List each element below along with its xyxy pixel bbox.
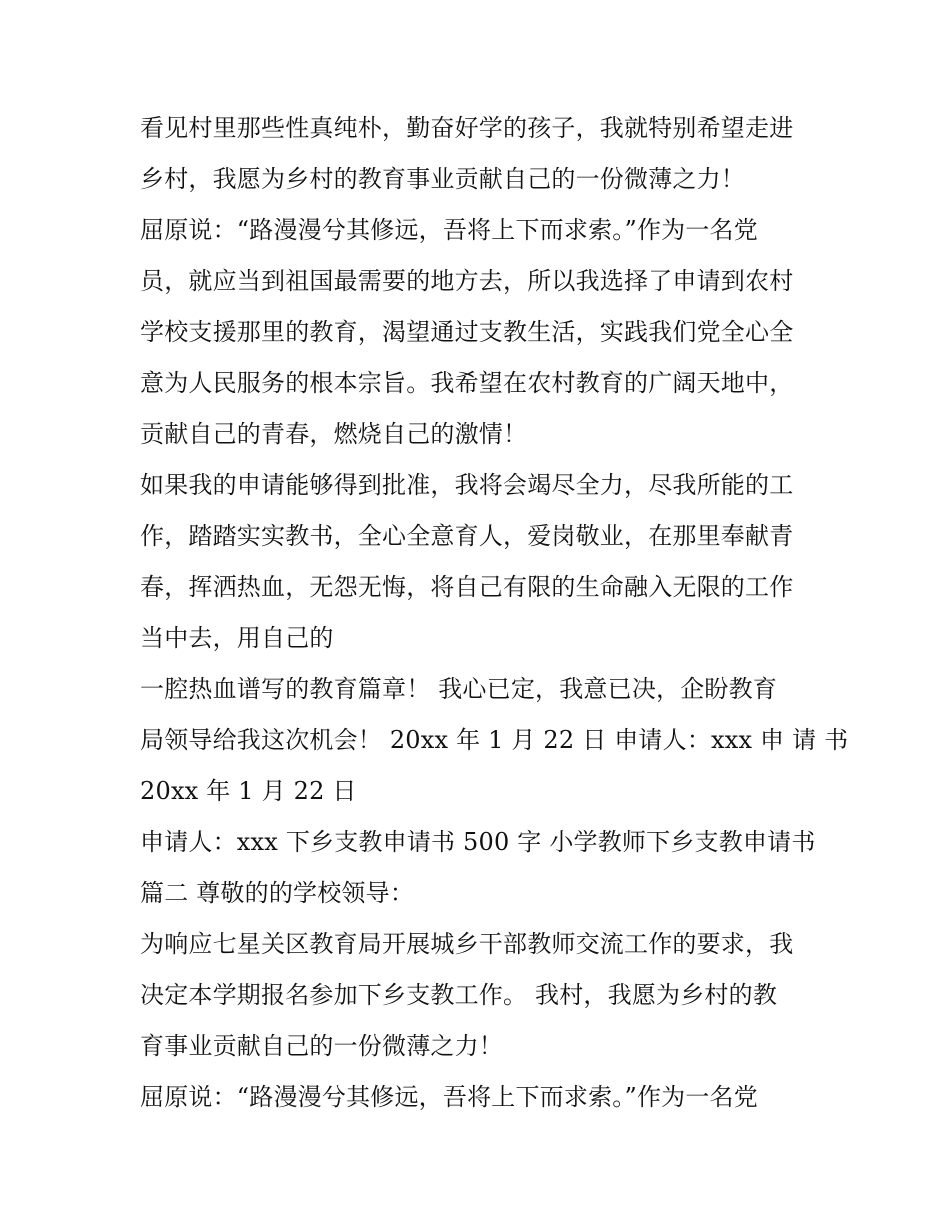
text-line: 决定本学期报名参加下乡支教工作。 我村，我愿为乡村的教 bbox=[140, 981, 778, 1009]
text-line: 作，踏踏实实教书，全心全意育人，爱岗敬业，在那里奉献青 bbox=[140, 522, 794, 550]
text-line: 20xx 年 1 月 22 日 bbox=[140, 777, 357, 805]
text-line: 学校支援那里的教育，渴望通过支教生活，实践我们党全心全 bbox=[140, 318, 794, 346]
text-line: 员，就应当到祖国最需要的地方去，所以我选择了申请到农村 bbox=[140, 267, 794, 295]
text-line: 局领导给我这次机会！ 20xx 年 1 月 22 日 申请人：xxx 申 请 书 bbox=[140, 726, 849, 754]
text-line: 乡村，我愿为乡村的教育事业贡献自己的一份微薄之力！ bbox=[140, 165, 745, 193]
document-body bbox=[140, 103, 849, 1123]
text-line: 春，挥洒热血，无怨无悔，将自己有限的生命融入无限的工作 bbox=[140, 573, 794, 601]
text-line: 贡献自己的青春，燃烧自己的激情！ bbox=[140, 420, 528, 448]
text-line: 为响应七星关区教育局开展城乡干部教师交流工作的要求，我 bbox=[140, 930, 794, 958]
text-line: 申请人：xxx 下乡支教申请书 500 字 小学教师下乡支教申请书 bbox=[140, 828, 816, 856]
text-line: 屈原说：“路漫漫兮其修远，吾将上下而求索。”作为一名党 bbox=[140, 216, 758, 244]
text-line: 育事业贡献自己的一份微薄之力！ bbox=[140, 1032, 503, 1060]
text-line: 一腔热血谱写的教育篇章！ 我心已定，我意已决，企盼教育 bbox=[140, 675, 778, 703]
text-line: 如果我的申请能够得到批准，我将会竭尽全力，尽我所能的工 bbox=[140, 471, 794, 499]
text-line: 意为人民服务的根本宗旨。我希望在农村教育的广阔天地中， bbox=[140, 369, 794, 397]
text-line: 篇二 尊敬的的学校领导： bbox=[140, 879, 415, 907]
text-line: 屈原说：“路漫漫兮其修远，吾将上下而求索。”作为一名党 bbox=[140, 1083, 758, 1111]
text-line: 看见村里那些性真纯朴，勤奋好学的孩子，我就特别希望走进 bbox=[140, 114, 794, 142]
text-line: 当中去，用自己的 bbox=[140, 624, 334, 652]
